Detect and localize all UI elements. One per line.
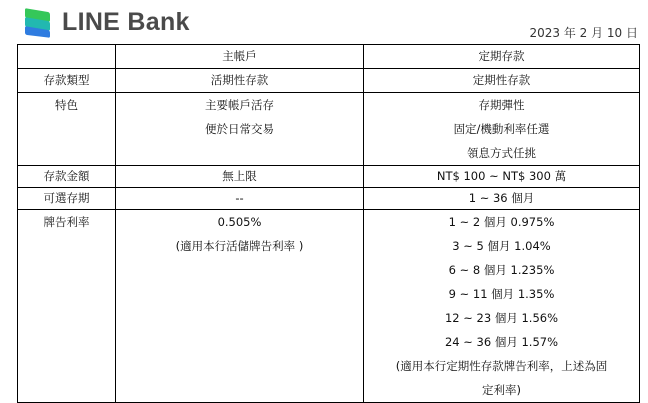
time-deposit-cell: 1 ~ 36 個月 <box>364 188 640 210</box>
row-label <box>18 93 116 166</box>
time-deposit-cell <box>364 93 640 166</box>
table-row-deposit-type <box>18 69 640 93</box>
rate-line: 0.505% <box>217 215 262 229</box>
table-row-term <box>18 188 640 210</box>
main-account-cell <box>116 93 364 166</box>
feature-line: 存期彈性 <box>478 98 525 112</box>
document-date: 2023 年 2 月 10 日 <box>529 26 638 40</box>
column-header-main-account: 主帳戶 <box>116 45 364 69</box>
rate-line: 3 ~ 5 個月 1.04% <box>452 239 551 253</box>
rate-line: 9 ~ 11 個月 1.35% <box>448 287 555 301</box>
row-label <box>18 210 116 403</box>
time-deposit-cell: 定期性存款 <box>364 69 640 93</box>
rate-line: 24 ~ 36 個月 1.57% <box>444 335 559 349</box>
main-account-cell: -- <box>116 188 364 210</box>
rate-line: 12 ~ 23 個月 1.56% <box>444 311 559 325</box>
table-corner-cell <box>18 45 116 69</box>
rate-note: (適用本行定期性存款牌告利率，上述為固 <box>395 359 608 373</box>
feature-line: 主要帳戶活存 <box>205 98 274 112</box>
row-label-text: 牌告利率 <box>43 215 90 229</box>
time-deposit-cell: NT$ 100 ~ NT$ 300 萬 <box>364 166 640 188</box>
feature-line: 便於日常交易 <box>205 122 274 136</box>
table-header-row <box>18 45 640 69</box>
brand-name: LINE Bank <box>62 8 190 36</box>
row-label-text: 特色 <box>55 98 78 112</box>
deposit-comparison-table <box>17 44 640 403</box>
rate-line: 6 ~ 8 個月 1.235% <box>448 263 555 277</box>
rate-note: (適用本行活儲牌告利率 ) <box>175 239 304 253</box>
feature-line: 固定/機動利率任選 <box>453 122 550 136</box>
table-row-rate <box>18 210 640 403</box>
table-row-deposit-amount <box>18 166 640 188</box>
rate-note: 定利率) <box>482 383 521 397</box>
table-row-features <box>18 93 640 166</box>
main-account-cell: 活期性存款 <box>116 69 364 93</box>
main-account-cell <box>116 210 364 403</box>
rate-line: 1 ~ 2 個月 0.975% <box>448 215 555 229</box>
time-deposit-cell <box>364 210 640 403</box>
line-bank-logo-icon <box>22 7 52 39</box>
column-header-time-deposit: 定期存款 <box>364 45 640 69</box>
row-label: 存款金額 <box>18 166 116 188</box>
row-label: 可選存期 <box>18 188 116 210</box>
row-label: 存款類型 <box>18 69 116 93</box>
page-header <box>0 0 648 44</box>
feature-line: 領息方式任挑 <box>467 146 536 160</box>
main-account-cell: 無上限 <box>116 166 364 188</box>
